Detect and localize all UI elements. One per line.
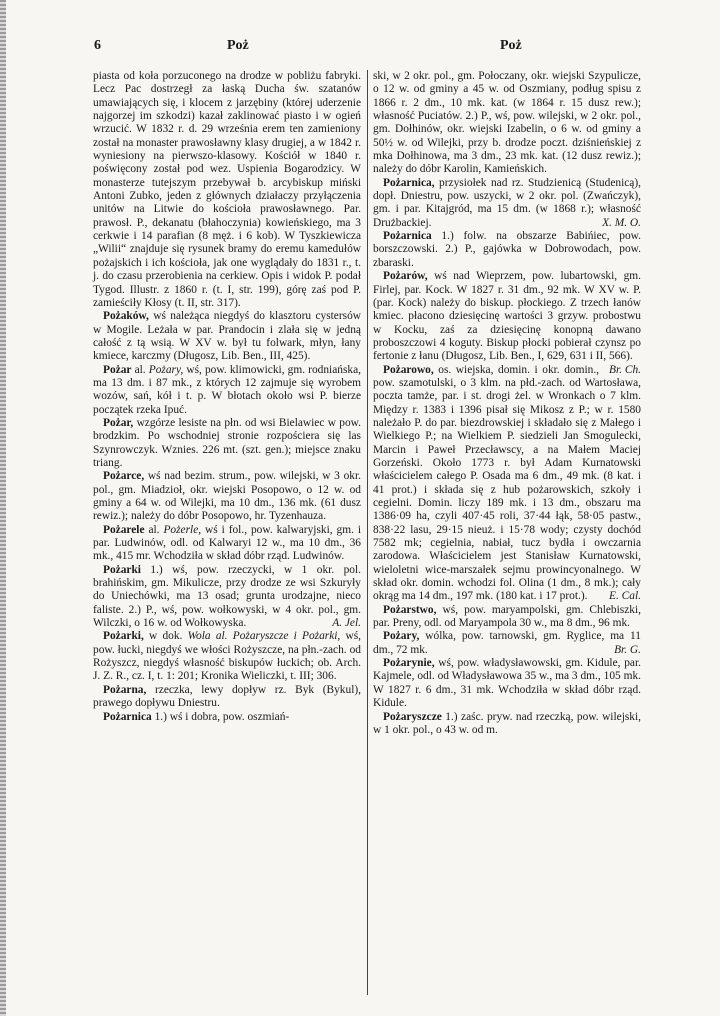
entry-text: al. bbox=[131, 363, 149, 376]
entry-pozarynie bbox=[373, 657, 641, 710]
entry-text: wzgórze lesiste na płn. od wsi Bielawiec w pow. brodzkim. Po wschodniej stronie rozpościera się las Szynrowczyk. Wznies. 226 mt. (szt. gen.); miejsce znaku triang. bbox=[93, 416, 361, 469]
entry-pozarele bbox=[93, 524, 361, 564]
entry-pozarnica-folw bbox=[373, 230, 641, 270]
entry-text: 1.) folw. na obszarze Babińiec, pow. borszczowski. 2.) P., gajówka w Dobrowodach, pow. zbaraski. bbox=[373, 230, 641, 269]
entry-pozar-klimowicki bbox=[93, 364, 361, 417]
entry-text: wś i fol., pow. kalwaryjski, gm. i par. Ludwinów, odl. od Kalwaryi 12 w., ma 10 dm., 36 mk., 415 mr. Wchodziła w skład dóbr rząd. Ludwinów. bbox=[93, 523, 362, 563]
entry-pozar-wzgorze bbox=[93, 417, 361, 470]
entry-headword: Pożarstwo, bbox=[383, 603, 437, 616]
entry-text: ski, w 2 okr. pol., gm. Połoczany, okr. wiejski Szypulicze, o 12 w. od gminy a 45 w. od Oszmiany, podług spisu z 1866 r. 2 dm., 10 mk. kat. (w 1864 r. 15 dusz rew.); własność Puciatów. 2.) P., wś, pow. wilejski, w 2 okr. pol., gm. Dołhinów, okr. wiejski Izabelin, o 6 w. od gminy a 50½ w. od Wilejki, przy b. drodze poczt. dziśnieńskiej z mka Dołhinowa, ma 3 dm., 23 mk. kat. (12 dusz rewiz.); należy do dóbr Karolin, Kamieńskich. bbox=[373, 70, 641, 176]
entry-signature: X. M. O. bbox=[602, 216, 641, 229]
entry-text: al. bbox=[144, 523, 164, 536]
entry-text: wś nad bezim. strum., pow. wilejski, w 3 okr. pol., gm. Miadzioł, okr. wiejski Posopowo, o 12 w. od gminy a 64 w. od Wilejki, ma 10 dm., 136 mk. (61 dusz rewiz.); należy do dóbr Posopowo, hr. Tyzenhauza. bbox=[93, 470, 361, 523]
running-head-left: Poż bbox=[227, 38, 249, 53]
entry-alt-name: Wola al. Pożaryszcze i Pożarki, bbox=[187, 630, 341, 643]
entry-text: os. wiejska, domin. i okr. domin., pow. szamotulski, o 3 klm. na płd.-zach. od Wartosława, poczta tamże, par. i st. drogi żel. w Wronkach o 7 klm. Między r. 1383 i 1396 pisał się Mikosz z P.; w r. 1580 należało P. do par. biezdrowskiej i składało się z Małego i Wielkiego P.; na Wielkiem P. siedzieli Jan Smogulecki, Marcin i Paweł Przecławscy, a na Małem Maciej Gorzeński. Około 1773 r. był Adam Kurnatowski właścicielem całego P. Osada ma 6 dm., 49 mk. (8 kat. i 41 prot.) i składa się z hub pożarowskich, szkoły i cegielni. Domin. liczy 189 mk. i 13 dm., obszaru ma 1386·09 ha, czyli 407·45 roli, 37·44 łąk, 58·05 pastw., 838·22 lasu, 29·15 nieuż. i 15·78 wody; czysty dochód 7582 mk; cegielnia, nabiał, tucz bydła i owczarnia zarodowa. Właścicielem jest Stanisław Kurnatowski, wieloletni wice-marszałek sejmu prowincyonalnego. W skład okr. domin. wchodzi fol. Olina (1 dm., 8 mk.); cały okrąg ma 14 dm., 197 mk. (180 kat. i 17 prot.). bbox=[373, 363, 641, 603]
entry-pozarce bbox=[93, 470, 361, 523]
entry-pozarnica-przysiolek bbox=[373, 177, 641, 230]
entry-alt-name: Pożary, bbox=[148, 363, 184, 376]
entry-pozaryszcze bbox=[373, 711, 641, 738]
entry-signature: A. Jel. bbox=[332, 617, 361, 630]
entry-text: wś nad Wieprzem, pow. lubartowski, gm. Firlej, par. Kock. W 1827 r. 31 dm., 92 mk. W XV w. P. (par. Kock) należy do biskup. płockiego. Z trzech łanów kmiec. płacono dziesięcinę wartości 3 grzyw. probostwu w Kocku, zaś za dziesięcinę konopną dawano proboszczowi 4 koguty. Biskup płocki pobierał czynsz po fertonie z łanu (Długosz, Lib. Ben., I, 629, 631 i II, 566). bbox=[373, 270, 641, 363]
right-column bbox=[373, 70, 641, 737]
entry-continuation bbox=[93, 70, 361, 310]
entry-text: wólka, pow. tarnowski, gm. Ryglice, ma 11 dm., 72 mk. bbox=[373, 630, 641, 656]
entry-text: rzeczka, lewy dopływ rz. Byk (Bykul), prawego dopływu Dniestru. bbox=[93, 683, 361, 710]
column-divider bbox=[367, 70, 368, 995]
page-edge-binding bbox=[0, 0, 6, 1016]
entry-headword: Pożarce, bbox=[103, 470, 145, 483]
entry-headword: Pożaryszcze bbox=[383, 710, 442, 723]
entry-text: przysiołek nad rz. Studzienicą (Studenicą), dopł. Dniestru, pow. uszycki, w 2 okr. pol. (Zwańczyk), gm. i par. Kitajgród, ma 15 dm. (w 1868 r.); własność Drużbackiej. bbox=[373, 176, 641, 229]
entry-headword: Pożarki bbox=[103, 563, 141, 576]
entry-text: wś, pow. łucki, niegdyś we włości Rożyszcze, na płn.-zach. od Rożyszcz, niegdyś własność biskupów łuckich; ob. Arch. J. Z. R., cz. I, t. 1: 201; Kronika Wieliczki, t. III; 306. bbox=[93, 630, 361, 683]
entry-headword: Pożarów, bbox=[383, 270, 428, 283]
entry-pozakow bbox=[93, 310, 361, 363]
entry-pozary bbox=[373, 630, 641, 657]
entry-headword: Pożarna, bbox=[103, 683, 147, 696]
running-head-right: Poż bbox=[500, 38, 522, 53]
entry-signature: E. Cal. bbox=[609, 590, 641, 603]
entry-text: 1.) zaśc. pryw. nad rzeczką, pow. wilejski, w 1 okr. pol., o 43 w. od m. bbox=[373, 710, 641, 736]
entry-headword: Pożaków, bbox=[103, 310, 149, 323]
entry-signature: Br. G. bbox=[614, 643, 641, 656]
entry-alt-name: Pożerle, bbox=[163, 523, 202, 536]
entry-text: wś, pow. maryampolski, gm. Chlebiszki, par. Preny, odl. od Maryampola 30 w., ma 8 dm., 96 mk. bbox=[373, 603, 641, 630]
page-number: 6 bbox=[94, 38, 101, 53]
entry-pozarki-1 bbox=[93, 564, 361, 631]
entry-headword: Pożarynie, bbox=[383, 657, 435, 670]
entry-headword: Pożarele bbox=[103, 523, 145, 536]
entry-headword: Pożarowo, bbox=[383, 363, 434, 376]
entry-headword: Pożarki, bbox=[103, 630, 144, 643]
entry-pozarstwo bbox=[373, 604, 641, 631]
entry-headword: Pożarnica bbox=[383, 230, 432, 243]
entry-continuation bbox=[373, 70, 641, 177]
entry-headword: Pożarnica bbox=[103, 710, 152, 723]
entry-text: wś, pow. władysławowski, gm. Kidule, par. Kajmele, odl. od Władysławowa 35 w., ma 3 dm., 105 mk. W 1827 r. 6 dm., 31 mk. Wchodziła w skład dóbr rząd. Kidule. bbox=[373, 657, 641, 710]
entry-text: wś należąca niegdyś do klasztoru cystersów w Mogile. Leżała w par. Prandocin i zlała się w jedną całość z tą wsią. W XV w. był tu folwark, młyn, łany kmiece, karczmy (Długosz, Lib. Ben., III, 425). bbox=[93, 310, 361, 363]
entry-pozarki-2 bbox=[93, 630, 361, 683]
entry-text: 1.) wś, pow. rzeczycki, w 1 okr. pol. brahińskim, gm. Mikulicze, przy drodze ze wsi Szkuryły do Uniechówki, ma 13 osad; grunta urodzajne, nieco faliste. 2.) P., wś, pow. wołkowyski, w 4 okr. pol., gm. Wilczki, o 16 w. od Wołkowyska. bbox=[93, 563, 361, 630]
entry-headword: Pożar, bbox=[103, 416, 134, 429]
entry-text: 1.) wś i dobra, pow. oszmiań- bbox=[151, 710, 290, 723]
left-column bbox=[93, 70, 361, 724]
entry-headword: Pożarnica, bbox=[383, 176, 435, 189]
entry-pozarnica-oszmianski bbox=[93, 711, 361, 724]
entry-headword: Pożary, bbox=[383, 630, 420, 643]
page-header bbox=[0, 38, 720, 58]
entry-text: piasta od koła porzuconego na drodze w pobliżu fabryki. Lecz Pac dostrzegł za łaską Ducha św. szatanów umawiających się, i klocem z jarzębiny (której uderzenie najgorzej im szkodzi) kazał zaklinować piasto i w ogień wrzucić. W 1832 r. d. 29 września erem ten zamieniony został na monaster prawosławny klasy drugiej, a w 1842 r. wyniesiony na pierwszo-klasowy. Kościół w 1840 r. poświęcony został pod wez. Uspienia Bogarodzicy. W monasterze tutejszym przebywał b. arcybiskup miński Antoni Zubko, jeden z głównych działaczy przyłączenia unitów na Litwie do kościoła prawosławnego. Par. prawosł. P., dekanatu (błahoczynia) kowieńskiego, ma 3 cerkwie i 14 parafian (8 męż. i 6 kob). W Tyszkiewicza „Wilii“ znajduje się rysunek bramy do eremu kamedułów pożajskich i ich kościoła, jak one wyglądały do 1831 r., t. j. do czasu przerobienia na cerkiew. Opis i widok P. podał Tygod. Illustr. z 1860 r. (t. I, str. 199), górę zaś pod P. zamieściły Kłosy (t. II, str. 317). bbox=[93, 70, 361, 309]
entry-signature: Br. Ch. bbox=[609, 363, 641, 376]
entry-pozarowo bbox=[373, 364, 641, 604]
entry-text: wś, pow. klimowicki, gm. rodniańska, ma 13 dm. i 87 mk., z których 12 zajmuje się wyrobem wozów, sań, kół i t. p. W błotach około wsi P. bierze początek rzeka Ipuć. bbox=[93, 363, 362, 416]
entry-text: w dok. bbox=[143, 630, 188, 643]
entry-headword: Pożar bbox=[103, 363, 132, 376]
entry-pozarna bbox=[93, 684, 361, 711]
